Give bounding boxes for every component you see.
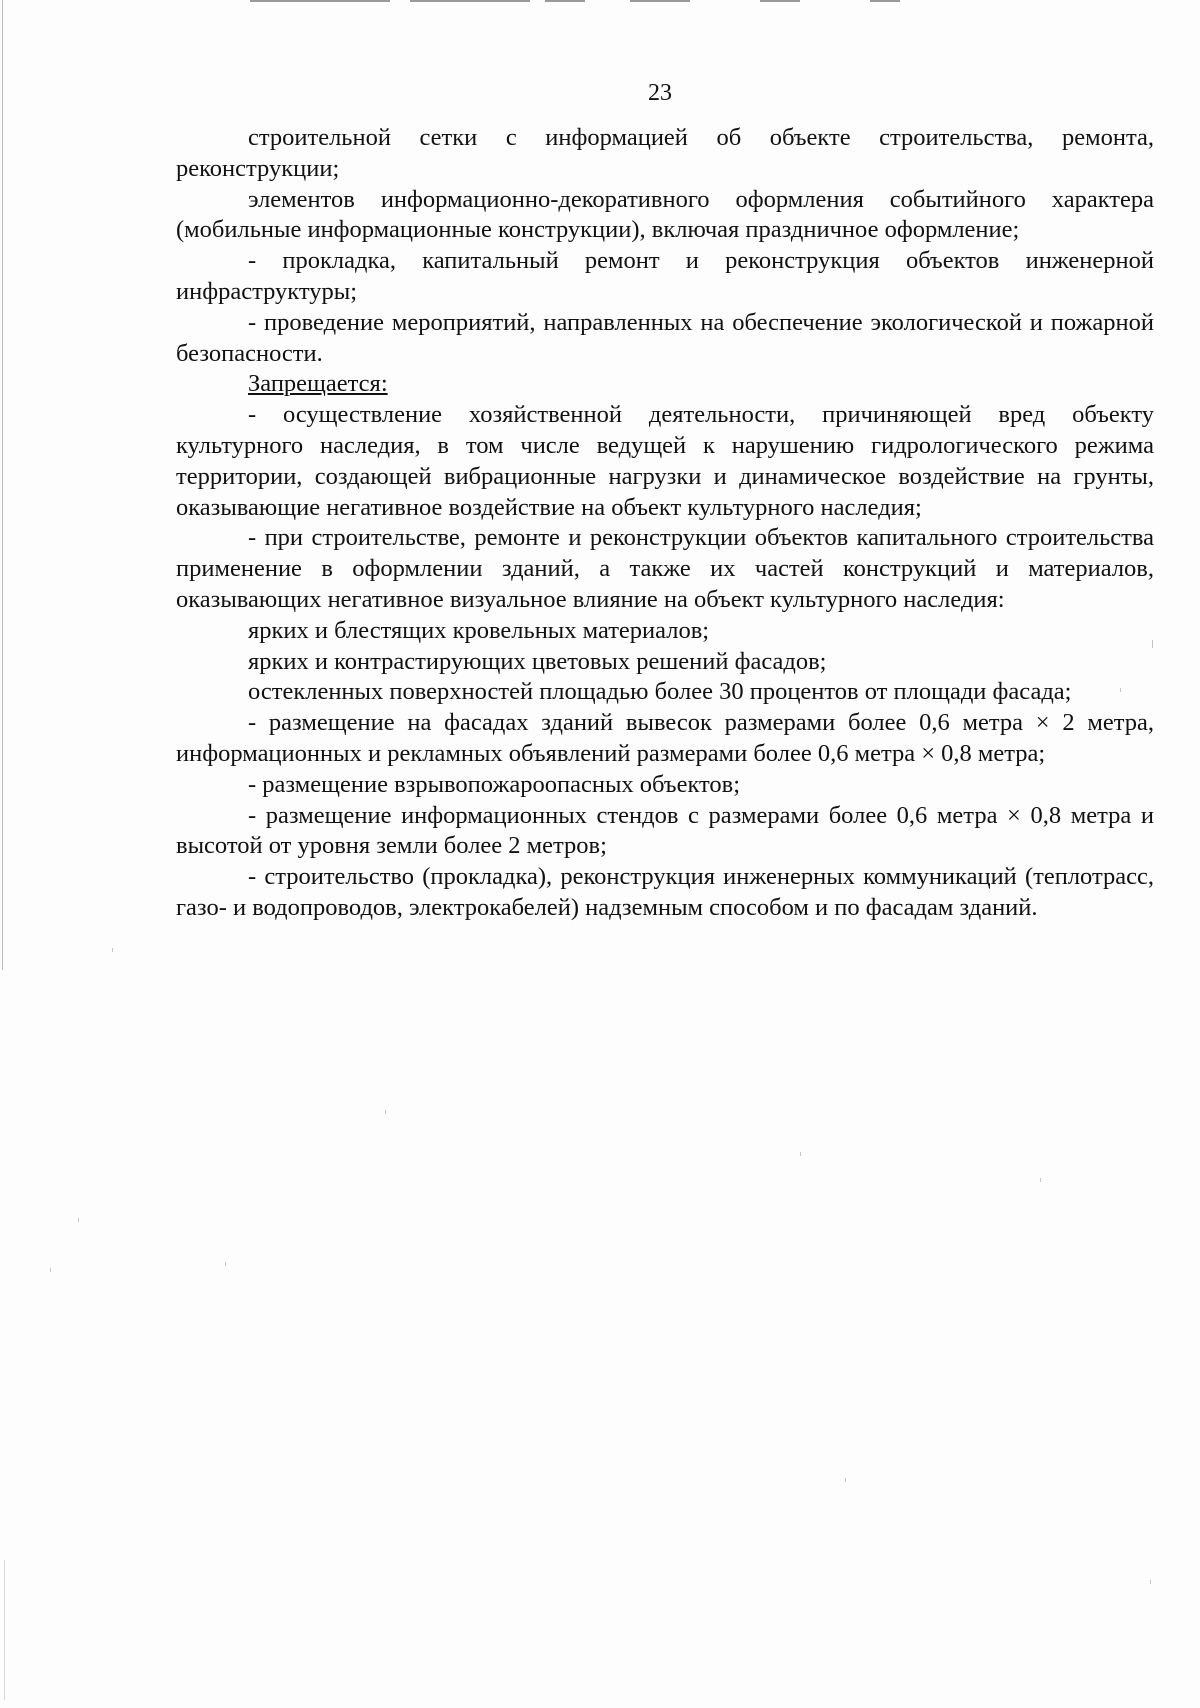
scan-speck [1040, 1178, 1041, 1182]
paragraph: элементов информационно-декоративного оформления событийного характера (мобильные информационные конструкции), включая праздничное оформление; [176, 185, 1154, 244]
scan-speck [225, 1262, 226, 1266]
scan-speck [1120, 688, 1121, 692]
list-item: остекленных поверхностей площадью более 30 процентов от площади фасада; [248, 678, 1072, 706]
paragraph: - строительство (прокладка), реконструкция инженерных коммуникаций (теплотрасс, газо- и водопроводов, электрокабелей) надземным способом и по фасадам зданий. [176, 863, 1154, 921]
scan-speck [78, 1218, 79, 1222]
page-number: 23 [648, 80, 672, 106]
scan-speck [1150, 1580, 1151, 1584]
paragraph: - размещение на фасадах зданий вывесок размерами более 0,6 метра × 2 метра, информационных и рекламных объявлений размерами более 0,6 метра × 0,8 метра; [176, 709, 1154, 767]
section-heading-text: Запрещается: [248, 370, 388, 398]
list-item: ярких и контрастирующих цветовых решений фасадов; [248, 647, 827, 675]
scan-speck [845, 1478, 846, 1482]
scan-speck [50, 1268, 51, 1272]
paragraph: - размещение взрывопожароопасных объектов; [248, 770, 741, 798]
paragraph: - при строительстве, ремонте и реконструкции объектов капитального строительства применение в оформлении зданий, а также их частей конструкций и материалов, оказывающих негативное визуальное влияние на объект культурного наследия: [176, 524, 1154, 613]
scan-left-edge [2, 0, 3, 970]
paragraph: - прокладка, капитальный ремонт и реконструкция объектов инженерной инфраструктуры; [176, 247, 1154, 305]
list-item: ярких и блестящих кровельных материалов; [248, 616, 710, 644]
paragraph: - осуществление хозяйственной деятельности, причиняющей вред объекту культурного наследия, в том числе ведущей к нарушению гидрологического режима территории, создающей вибрационные нагрузки и динамическое воздействие на грунты, оказывающие негативное воздействие на объект культурного наследия; [176, 401, 1154, 521]
scan-speck [800, 1152, 801, 1156]
scan-top-edge [0, 0, 1200, 4]
scan-speck [4, 1560, 5, 1700]
paragraph: строительной сетки с информацией об объекте строительства, ремонта, реконструкции; [176, 124, 1154, 182]
scan-speck [112, 948, 113, 952]
paragraph: - проведение мероприятий, направленных на обеспечение экологической и пожарной безопасности. [176, 308, 1154, 367]
scan-speck [1152, 640, 1153, 648]
scan-speck [385, 1110, 386, 1114]
section-heading-prohibited [176, 369, 1154, 400]
paragraph: - размещение информационных стендов с размерами более 0,6 метра × 0,8 метра и высотой от уровня земли более 2 метров; [176, 801, 1154, 860]
document-body [176, 123, 1154, 924]
